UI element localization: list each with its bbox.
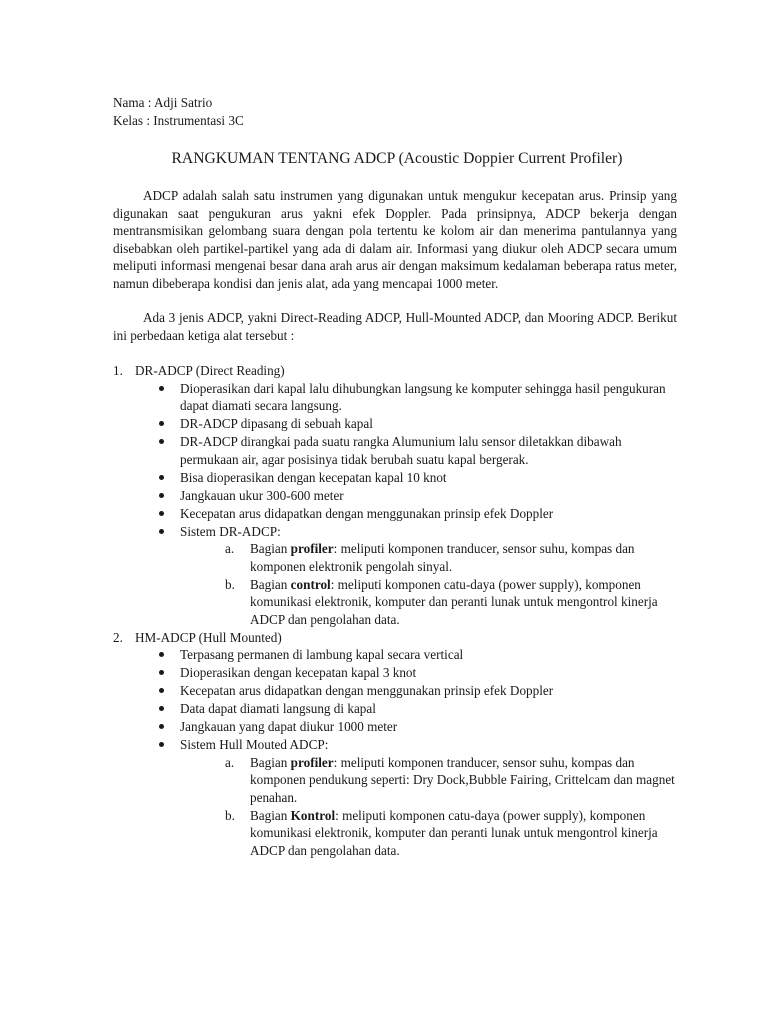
list-item: Dioperasikan dari kapal lalu dihubungkan langsung ke komputer sehingga hasil pengukuran dapat diamati secara langsung. [113, 380, 677, 415]
list-item: Jangkauan yang dapat diukur 1000 meter [113, 718, 677, 736]
bullet-icon [159, 652, 164, 657]
list-item: Terpasang permanen di lambung kapal secara vertical [113, 646, 677, 664]
list-item: Data dapat diamati langsung di kapal [113, 700, 677, 718]
list-item: DR-ADCP dirangkai pada suatu rangka Alumunium lalu sensor diletakkan dibawah permukaan air, agar posisinya tidak berubah suatu kapal bergerak. [113, 433, 677, 468]
section-dr-adcp [113, 362, 677, 628]
section-number: 2. [113, 629, 123, 645]
bullet-icon [159, 742, 164, 747]
bullet-icon [159, 386, 164, 391]
section-number: 1. [113, 363, 123, 378]
list-item: Sistem Hull Mouted ADCP: a. Bagian profiler: meliputi komponen tranducer, sensor suhu, kompas dan komponen pendukung seperti: Dry Dock,Bubble Fairing, Crittelcam dan magnet penahan. b. Bagian Kontrol: meliputi komponen catu-daya (power supply), komponen komunikasi elektronik, komputer dan peranti lunak untuk mengontrol kinerja ADCP dan pengolahan data. [113, 736, 677, 859]
list-item: Dioperasikan dengan kecepatan kapal 3 knot [113, 664, 677, 682]
list-item: DR-ADCP dipasang di sebuah kapal [113, 415, 677, 433]
bullet-icon [159, 439, 164, 444]
adcp-type-list [113, 362, 677, 859]
sub-item: a. Bagian profiler: meliputi komponen tranducer, sensor suhu, kompas dan komponen pendukung seperti: Dry Dock,Bubble Fairing, Crittelcam dan magnet penahan. [225, 754, 675, 805]
sub-item: b. Bagian control: meliputi komponen catu-daya (power supply), komponen komunikasi elektronik, komputer dan peranti lunak untuk mengontrol kinerja ADCP dan pengolahan data. [225, 576, 658, 627]
bullet-list [113, 380, 677, 629]
list-item: Kecepatan arus didapatkan dengan menggunakan prinsip efek Doppler [113, 505, 677, 523]
bullet-icon [159, 493, 164, 498]
intro-paragraph: ADCP adalah salah satu instrumen yang digunakan untuk mengukur kecepatan arus. Prinsip yang digunakan saat pengukuran arus yakni efek Doppler. Pada prinsipnya, ADCP bekerja dengan mentransmisikan gelombang suara dengan pola tertentu ke kolom air dan menerima pantulannya yang disebabkan oleh partikel-partikel yang ada di dalam air. Informasi yang diukur oleh ADCP secara umum meliputi informasi mengenai besar dana arah arus air dengan maksimum kedalaman beberapa ratus meter, namun dibeberapa kondisi dan jenis alat, ada yang mencapai 1000 meter. [113, 188, 677, 291]
bullet-icon [159, 688, 164, 693]
section-heading: DR-ADCP (Direct Reading) [135, 363, 285, 378]
bullet-list [113, 646, 677, 859]
list-item: Jangkauan ukur 300-600 meter [113, 487, 677, 505]
list-item: Bisa dioperasikan dengan kecepatan kapal 10 knot [113, 469, 677, 487]
sub-list [202, 754, 677, 860]
bullet-icon [159, 475, 164, 480]
list-item: Kecepatan arus didapatkan dengan menggunakan prinsip efek Doppler [113, 682, 677, 700]
sub-item: a. Bagian profiler: meliputi komponen tranducer, sensor suhu, kompas dan komponen elektronik pengolah sinyal. [225, 541, 635, 574]
section-hm-adcp [113, 629, 677, 860]
list-item: Sistem DR-ADCP: a. Bagian profiler: meliputi komponen tranducer, sensor suhu, kompas dan komponen elektronik pengolah sinyal. b. Bagian control: meliputi komponen catu-daya (power supply), komponen komunikasi elektronik, komputer dan peranti lunak untuk mengontrol kinerja ADCP dan pengolahan data. [113, 523, 677, 629]
bullet-icon [159, 421, 164, 426]
types-paragraph: Ada 3 jenis ADCP, yakni Direct-Reading ADCP, Hull-Mounted ADCP, dan Mooring ADCP. Berikut ini perbedaan ketiga alat tersebut : [113, 310, 677, 343]
bullet-icon [159, 724, 164, 729]
sub-list [202, 540, 677, 628]
student-class: Kelas : Instrumentasi 3C [113, 112, 244, 128]
bullet-icon [159, 670, 164, 675]
student-name: Nama : Adji Satrio [113, 95, 213, 110]
bullet-icon [159, 706, 164, 711]
bullet-icon [159, 511, 164, 516]
document-title: RANGKUMAN TENTANG ADCP (Acoustic Doppier Current Profiler) [171, 150, 623, 167]
document-body [113, 94, 677, 860]
bullet-icon [159, 529, 164, 534]
sub-item: b. Bagian Kontrol: meliputi komponen catu-daya (power supply), komponen komunikasi elektronik, komputer dan peranti lunak untuk mengontrol kinerja ADCP dan pengolahan data. [225, 807, 658, 858]
section-heading: HM-ADCP (Hull Mounted) [135, 629, 282, 645]
